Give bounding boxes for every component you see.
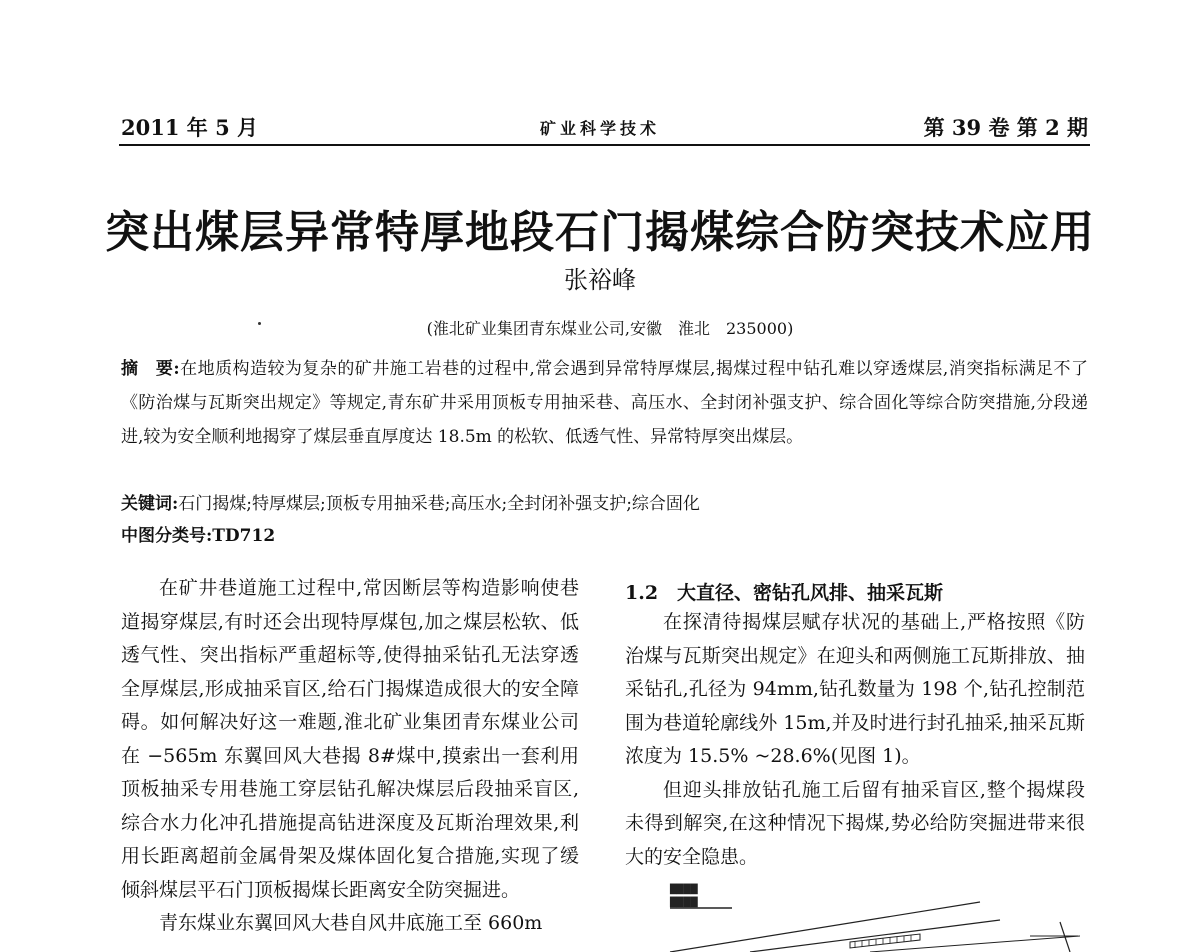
- body-left-column: [121, 572, 579, 941]
- left-paragraph-2: 青东煤业东翼回风大巷自风井底施工至 660m: [159, 912, 543, 934]
- clc-value: TD712: [212, 526, 276, 546]
- figure-1-partial: [640, 880, 1080, 952]
- section-heading-1-2: 1.2 大直径、密钻孔风排、抽采瓦斯: [625, 582, 944, 604]
- figure-seam-line-1: [670, 902, 980, 952]
- keywords-text: 石门揭煤;特厚煤层;顶板专用抽采巷;高压水;全封闭补强支护;综合固化: [178, 494, 700, 514]
- article-affiliation: (淮北矿业集团青东煤业公司,安徽 淮北 235000): [426, 319, 794, 338]
- abstract: [121, 352, 1088, 454]
- keywords-label: 关键词:: [121, 494, 179, 514]
- article-title: 突出煤层异常特厚地段石门揭煤综合防突技术应用: [105, 207, 1095, 258]
- header-rule: [119, 144, 1090, 146]
- body-right-column: [625, 606, 1085, 874]
- clc-label: 中图分类号:: [121, 526, 213, 546]
- figure-legend-2: ████: [670, 898, 698, 908]
- header-date: 2011 年 5 月: [121, 115, 258, 140]
- abstract-label: 摘 要:: [121, 359, 180, 379]
- article-author: 张裕峰: [564, 266, 636, 294]
- header-journal: 矿业科学技术: [539, 119, 660, 138]
- figure-hatch-zone: [850, 934, 920, 948]
- clc-number: [121, 521, 1088, 551]
- left-paragraph-1: 在矿井巷道施工过程中,常因断层等构造影响使巷道揭穿煤层,有时还会出现特厚煤包,加之煤层松软、低透气性、突出指标严重超标等,使得抽采钻孔无法穿透全厚煤层,形成抽采盲区,给石门揭煤造成很大的安全障碍。如何解决好这一难题,淮北矿业集团青东煤业公司在 −565m 东翼回风大巷揭 8#煤中,摸索出一套利用顶板抽采专用巷施工穿层钻孔解决煤层后段抽采盲区,综合水力化冲孔措施提高钻进深度及瓦斯治理效果,利用长距离超前金属骨架及煤体固化复合措施,实现了缓倾斜煤层平石门顶板揭煤长距离安全防突掘进。: [121, 577, 579, 901]
- right-paragraph-1: 在探清待揭煤层赋存状况的基础上,严格按照《防治煤与瓦斯突出规定》在迎头和两侧施工瓦斯排放、抽采钻孔,孔径为 94mm,钻孔数量为 198 个,钻孔控制范围为巷道轮廓线外 15m,并及时进行封孔抽采,抽采瓦斯浓度为 15.5% ~28.6%(见图 1)。: [625, 611, 1085, 767]
- figure-seam-line-3: [870, 936, 1080, 952]
- figure-legend-1: ████: [670, 885, 698, 895]
- abstract-text: 在地质构造较为复杂的矿井施工岩巷的过程中,常会遇到异常特厚煤层,揭煤过程中钻孔难以穿透煤层,消突指标满足不了《防治煤与瓦斯突出规定》等规定,青东矿井采用顶板专用抽采巷、高压水、全封闭补强支护、综合固化等综合防突措施,分段递进,较为安全顺利地揭穿了煤层垂直厚度达 18.5m 的松软、低透气性、异常特厚突出煤层。: [121, 359, 1088, 447]
- right-paragraph-2: 但迎头排放钻孔施工后留有抽采盲区,整个揭煤段未得到解突,在这种情况下揭煤,势必给防突掘进带来很大的安全隐患。: [625, 778, 1085, 868]
- figure-seam-line-2: [750, 920, 1000, 952]
- header-issue: 第 39 卷 第 2 期: [923, 115, 1088, 140]
- keywords: [121, 489, 1088, 519]
